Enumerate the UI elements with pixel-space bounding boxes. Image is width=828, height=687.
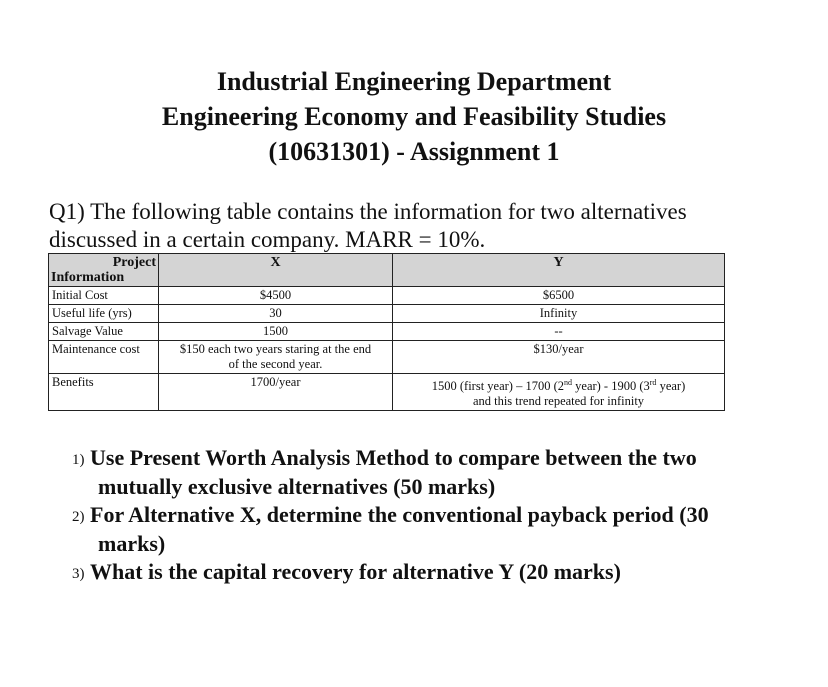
header-y: Y <box>393 254 725 287</box>
task-item-1: 1) Use Present Worth Analysis Method to compare between the two mutually exclusive alternatives (50 marks) <box>72 444 802 501</box>
cell-x: $4500 <box>159 287 393 305</box>
task-number: 1) <box>72 452 85 468</box>
table-header-row <box>49 254 725 287</box>
table-row <box>49 374 725 411</box>
task-number: 3) <box>72 566 85 582</box>
task-item-2: 2) For Alternative X, determine the conventional payback period (30 marks) <box>72 501 802 558</box>
row-label: Salvage Value <box>49 323 159 341</box>
cell-y: 1500 (first year) – 1700 (2nd year) - 1900 (3rd year) and this trend repeated for infinity <box>393 374 725 411</box>
row-label: Maintenance cost <box>49 341 159 374</box>
question-text <box>49 198 789 254</box>
title-line-2: Engineering Economy and Feasibility Studies <box>161 102 667 131</box>
task-list <box>72 444 802 589</box>
task-number: 2) <box>72 509 85 525</box>
task-item-3: 3) What is the capital recovery for alternative Y (20 marks) <box>72 558 802 589</box>
question-line-1: Q1) The following table contains the information for two alternatives <box>49 199 687 224</box>
title-line-1: Industrial Engineering Department <box>216 67 612 96</box>
project-information-table <box>48 253 725 411</box>
header-x: X <box>159 254 393 287</box>
cell-y: Infinity <box>393 305 725 323</box>
cell-y: $6500 <box>393 287 725 305</box>
table-row <box>49 323 725 341</box>
cell-x: 1700/year <box>159 374 393 411</box>
question-line-2: discussed in a certain company. MARR = 10%. <box>49 227 486 252</box>
cell-x: 1500 <box>159 323 393 341</box>
table-row <box>49 341 725 374</box>
row-label: Useful life (yrs) <box>49 305 159 323</box>
row-label: Benefits <box>49 374 159 411</box>
cell-y: -- <box>393 323 725 341</box>
document-title <box>0 64 828 169</box>
cell-y: $130/year <box>393 341 725 374</box>
cell-x: $150 each two years staring at the end of the second year. <box>159 341 393 374</box>
row-label: Initial Cost <box>49 287 159 305</box>
title-line-3: (10631301) - Assignment 1 <box>268 137 560 166</box>
cell-x: 30 <box>159 305 393 323</box>
header-project-information: Project Information <box>49 254 159 287</box>
table-row <box>49 305 725 323</box>
table-row <box>49 287 725 305</box>
